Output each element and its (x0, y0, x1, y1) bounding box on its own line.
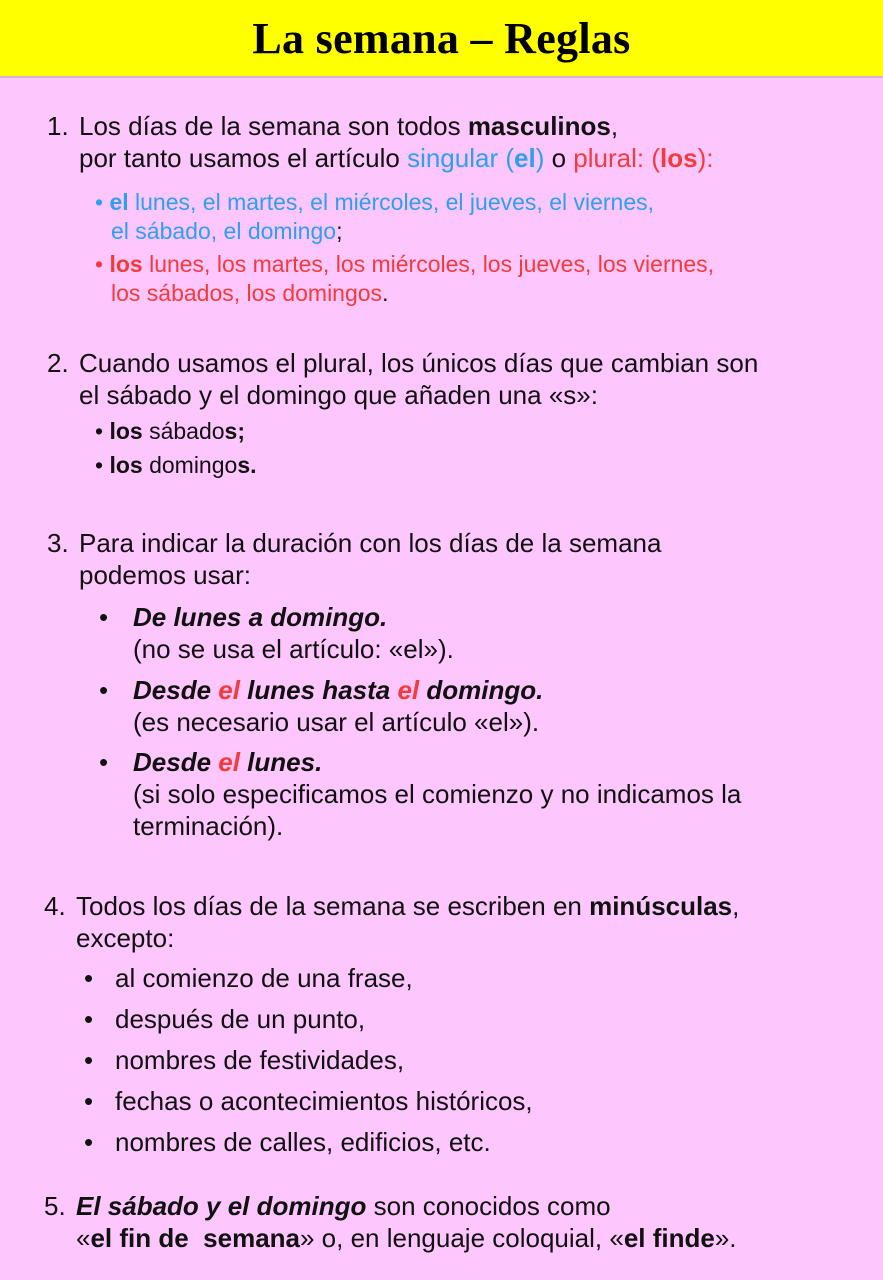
singular-example: • el lunes, el martes, el miércoles, el jueves, el viernes, el sábado, el domingo; (95, 189, 655, 244)
plural-example: • los lunes, los martes, los miércoles, los jueves, los viernes, los sábados, los domingos. (95, 251, 715, 306)
bullet: • (84, 1045, 94, 1075)
list-item: al comienzo de una frase, (115, 963, 413, 993)
list-item: Desde el lunes. (si solo especificamos el comienzo y no indicamos la terminación). (133, 747, 742, 841)
page-title: La semana – Reglas (252, 13, 631, 63)
list-item: • los sábados; (95, 418, 245, 444)
rule-1 (47, 110, 867, 310)
rule-line: el sábado y el domingo que añaden una «s»: (79, 380, 598, 410)
rule-number: 3. (47, 528, 69, 558)
rule-number: 2. (47, 348, 69, 378)
rule-line: Los días de la semana son todos masculinos, (79, 111, 619, 141)
rule-line: «el fin de semana» o, en lenguaje coloquial, «el finde». (76, 1223, 737, 1253)
rule-number: 1. (47, 111, 69, 141)
rule-line: Cuando usamos el plural, los únicos días que cambian son (79, 348, 759, 378)
bullet: • (99, 747, 109, 777)
bullet: • (99, 602, 109, 632)
list-item: nombres de festividades, (115, 1045, 405, 1075)
rule-line: Todos los días de la semana se escriben en minúsculas, (76, 891, 740, 921)
bullet: • (84, 1086, 94, 1116)
bullet: • (84, 963, 94, 993)
title-banner (0, 0, 883, 78)
rule-line: por tanto usamos el artículo singular (el) o plural: (los): (79, 143, 714, 173)
list-item: fechas o acontecimientos históricos, (115, 1086, 533, 1116)
rule-line: excepto: (76, 923, 175, 953)
rule-5 (44, 1190, 874, 1260)
list-item: después de un punto, (115, 1004, 366, 1034)
rule-line: El sábado y el domingo son conocidos como (76, 1191, 611, 1221)
rule-line: Para indicar la duración con los días de la semana (79, 528, 662, 558)
rule-number: 4. (44, 891, 66, 921)
list-item: Desde el lunes hasta el domingo. (es necesario usar el artículo «el»). (133, 675, 544, 737)
rule-3 (47, 527, 867, 847)
list-item: • los domingos. (95, 452, 257, 478)
rule-4 (44, 890, 874, 1160)
bullet: • (99, 675, 109, 705)
rule-line: podemos usar: (79, 560, 251, 590)
list-item: De lunes a domingo. (no se usa el artículo: «el»). (133, 602, 454, 664)
bullet: • (84, 1127, 94, 1157)
list-item: nombres de calles, edificios, etc. (115, 1127, 491, 1157)
rule-number: 5. (44, 1191, 66, 1221)
rule-2 (47, 347, 867, 482)
bullet: • (84, 1004, 94, 1034)
